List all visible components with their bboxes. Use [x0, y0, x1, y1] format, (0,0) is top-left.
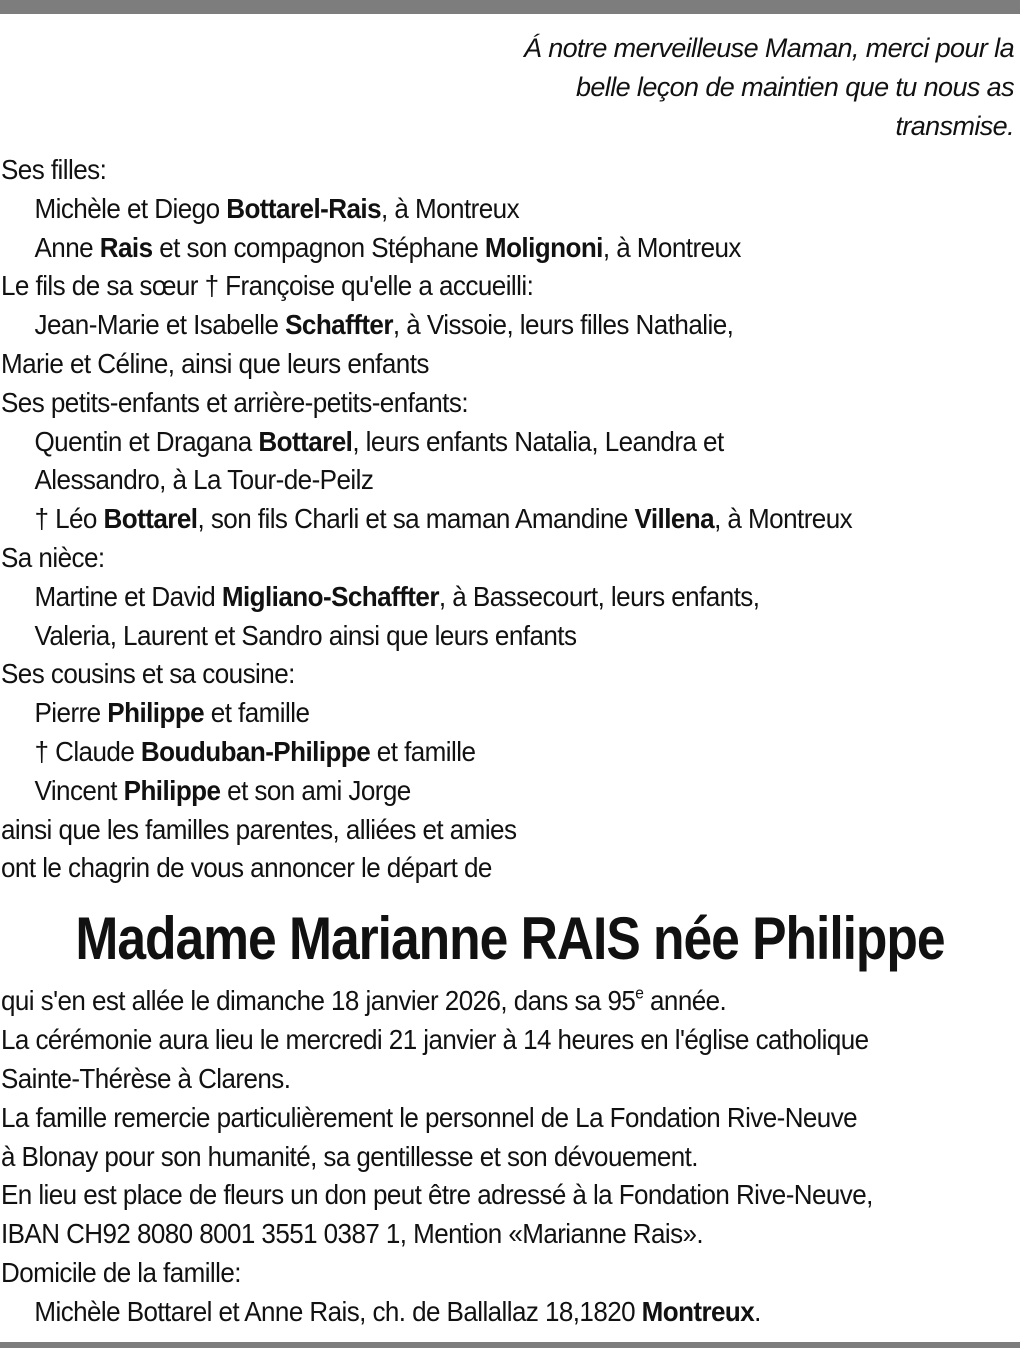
- bottom-rule: [0, 1342, 1020, 1348]
- dedication-line: belle leçon de maintien que tu nous as: [575, 72, 1014, 102]
- domicile-heading: Domicile de la famille:: [1, 1257, 241, 1289]
- thanks-line: à Blonay pour son humanité, sa gentillesse et son dévouement.: [1, 1140, 698, 1172]
- domicile-address: Michèle Bottarel et Anne Rais, ch. de Ballallaz 18,1820 Montreux.: [34, 1296, 761, 1328]
- city: Montreux: [641, 1296, 755, 1328]
- family-line: Alessandro, à La Tour-de-Peilz: [34, 464, 374, 496]
- family-line: † Léo Bottarel, son fils Charli et sa maman Amandine Villena, à Montreux: [34, 503, 853, 535]
- family-line: ainsi que les familles parentes, alliées et amies: [1, 813, 517, 845]
- family-heading-daughters: Ses filles:: [1, 154, 107, 185]
- closing-line: qui s'en est allée le dimanche 18 janvier 2026, dans sa 95e année.: [1, 983, 727, 1016]
- dedication-line: Á notre merveilleuse Maman, merci pour la: [523, 33, 1014, 63]
- surname: Schaffter: [285, 309, 393, 341]
- surname: Migliano-Schaffter: [221, 580, 439, 612]
- surname: Philippe: [107, 697, 205, 729]
- family-heading-nephew: Le fils de sa sœur † Françoise qu'elle a accueilli:: [1, 270, 534, 302]
- donation-line: En lieu est place de fleurs un don peut être adressé à la Fondation Rive-Neuve,: [1, 1179, 873, 1211]
- surname: Philippe: [123, 774, 221, 806]
- top-rule: [0, 0, 1020, 14]
- surname: Villena: [634, 503, 715, 535]
- family-line: Jean-Marie et Isabelle Schaffter, à Vissoie, leurs filles Nathalie,: [34, 309, 734, 341]
- surname: Bottarel-Rais: [226, 192, 382, 224]
- closing-text: [1, 982, 1020, 1332]
- family-heading-grandchildren: Ses petits-enfants et arrière-petits-enfants:: [1, 386, 469, 418]
- deceased-name: Madame Marianne RAIS née Philippe: [75, 905, 945, 972]
- surname: Bottarel: [103, 503, 198, 535]
- family-line: Vincent Philippe et son ami Jorge: [34, 774, 411, 806]
- family-heading-cousins: Ses cousins et sa cousine:: [1, 658, 295, 690]
- family-line: Michèle et Diego Bottarel-Rais, à Montreux: [34, 192, 520, 224]
- surname: Molignoni: [484, 231, 603, 263]
- family-line: Quentin et Dragana Bottarel, leurs enfants Natalia, Leandra et: [34, 425, 724, 457]
- family-line: Valeria, Laurent et Sandro ainsi que leurs enfants: [34, 619, 577, 651]
- thanks-line: La famille remercie particulièrement le personnel de La Fondation Rive-Neuve: [1, 1101, 858, 1133]
- dedication-line: transmise.: [895, 111, 1014, 141]
- family-line: † Claude Bouduban-Philippe et famille: [34, 735, 476, 767]
- dedication-text: [454, 29, 1014, 146]
- family-line: Pierre Philippe et famille: [34, 697, 310, 729]
- ceremony-line: La cérémonie aura lieu le mercredi 21 janvier à 14 heures en l'église catholique: [1, 1023, 869, 1055]
- surname: Bouduban-Philippe: [140, 735, 371, 767]
- family-line: Martine et David Migliano-Schaffter, à Bassecourt, leurs enfants,: [34, 580, 760, 612]
- family-line: Marie et Céline, ainsi que leurs enfants: [1, 347, 429, 379]
- surname: Bottarel: [258, 425, 353, 457]
- family-line: Anne Rais et son compagnon Stéphane Molignoni, à Montreux: [34, 231, 741, 263]
- family-heading-niece: Sa nièce:: [1, 541, 105, 573]
- donation-line: IBAN CH92 8080 8001 3551 0387 1, Mention «Marianne Rais».: [1, 1218, 704, 1250]
- surname: Rais: [99, 231, 153, 263]
- family-list: [1, 151, 950, 888]
- ceremony-line: Sainte-Thérèse à Clarens.: [1, 1062, 291, 1094]
- announcement-line: ont le chagrin de vous annoncer le départ de: [1, 852, 492, 884]
